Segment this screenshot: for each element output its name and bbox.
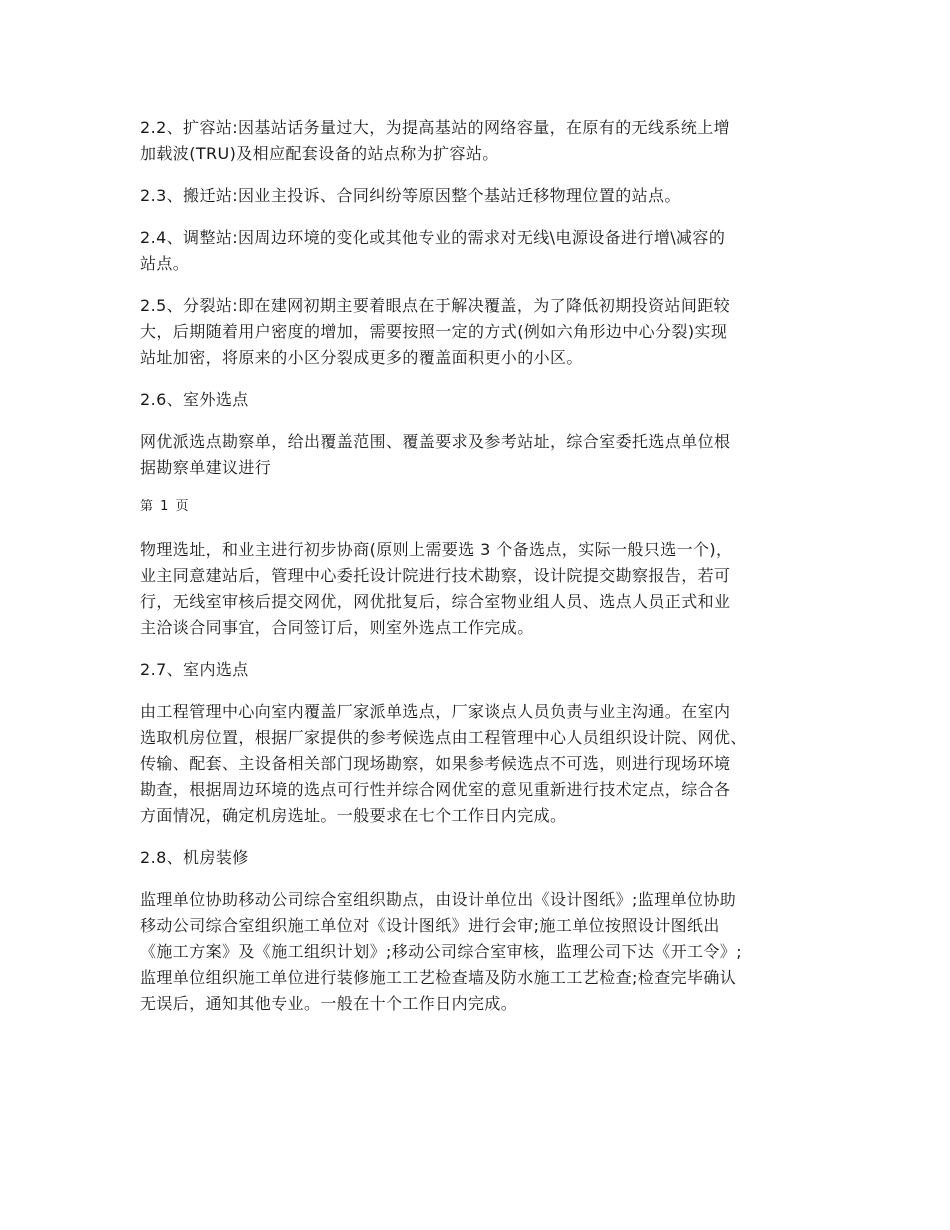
heading-2-6-outdoor-site-selection: 2.6、室外选点 [140,390,249,409]
document-page [140,115,810,1033]
paragraph-2-3-relocation-station: 2.3、搬迁站:因业主投诉、合同纠纷等原因整个基站迁移物理位置的站点。 [140,186,681,205]
paragraph-indoor-coverage: 由工程管理中心向室内覆盖厂家派单选点，厂家谈点人员负责与业主沟通。在室内 选取机房位置，根据厂家提供的参考候选点由工程管理中心人员组织设计院、网优、 传输、配套、主设备相关部门现场勘察，如果参考候选点不可选，则进行现场环境 勘查，根据周边环境的选点可行性并综合网优室的意见重新进行技术定点，综合各 方面情况，确定机房选址。一般要求在七个工作日内完成。 [140,702,747,825]
heading-2-7-indoor-site-selection: 2.7、室内选点 [140,660,249,679]
page-number: 第 1 页 [140,499,191,514]
paragraph-2-5-split-station: 2.5、分裂站:即在建网初期主要着眼点在于解决覆盖，为了降低初期投资站间距较 大，后期随着用户密度的增加，需要按照一定的方式(例如六角形边中心分裂)实现 站址加密，将原来的小区分裂成更多的覆盖面积更小的小区。 [140,296,731,367]
paragraph-2-2-expansion-station: 2.2、扩容站:因基站话务量过大，为提高基站的网络容量，在原有的无线系统上增 加载波(TRU)及相应配套设备的站点称为扩容站。 [140,118,731,163]
paragraph-supervision-process: 监理单位协助移动公司综合室组织勘点，由设计单位出《设计图纸》;监理单位协助 移动公司综合室组织施工单位对《设计图纸》进行会审;施工单位按照设计图纸出 《施工方案》及《施工组织计划》;移动公司综合室审核，监理公司下达《开工令》; 监理单位组织施工单位进行装修施工工艺检查墙及防水施工工艺检查;检查完毕确认 无误后，通知其他专业。一般在十个工作日内完成。 [140,890,742,1013]
paragraph-physical-site-selection: 物理选址，和业主进行初步协商(原则上需要选 3 个备选点，实际一般只选一个)， 业主同意建站后，管理中心委托设计院进行技术勘察，设计院提交勘察报告，若可 行，无线室审核后提交网优，网优批复后，综合室物业组人员、选点人员正式和业 主洽谈合同事宜，合同签订后，则室外选点工作完成。 [140,540,733,637]
paragraph-survey-order: 网优派选点勘察单，给出覆盖范围、覆盖要求及参考站址，综合室委托选点单位根 据勘察单建议进行 [140,432,731,477]
heading-2-8-equipment-room-decoration: 2.8、机房装修 [140,848,249,867]
paragraph-2-4-adjustment-station: 2.4、调整站:因周边环境的变化或其他专业的需求对无线\电源设备进行增\减容的 站点。 [140,228,726,273]
